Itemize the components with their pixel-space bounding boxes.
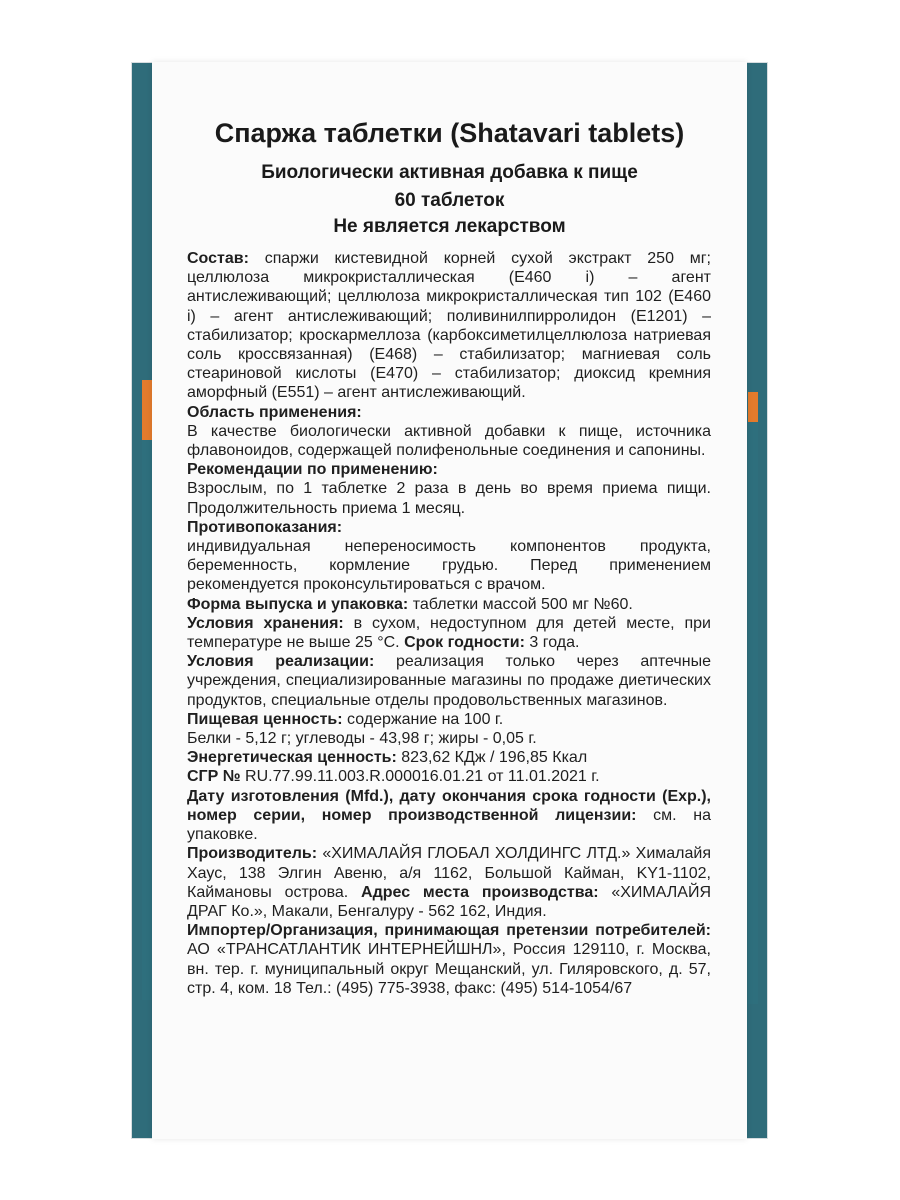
composition-label: Состав: (187, 250, 249, 267)
nutrition-text: содержание на 100 г. (347, 710, 504, 728)
composition-section (187, 249, 711, 403)
energy-section (187, 748, 711, 767)
manufacturer-section (187, 844, 711, 921)
sale-label: Условия реализации: (187, 653, 375, 671)
storage-label: Условия хранения: (187, 614, 344, 632)
box-edge-stripe-right (748, 392, 758, 422)
product-subtitle: Биологически активная добавка к пище (261, 162, 638, 183)
manufacturer-text: «ХИМАЛАЙЯ ГЛОБАЛ ХОЛДИНГС ЛТД.» Хималайя Хаус, 138 Элгин Авеню, а/я 1162, Большой Кайман, KY1-1102, Каймановы острова. (187, 845, 711, 901)
form-section (187, 595, 711, 614)
registration-label: СГР № (187, 768, 241, 786)
registration-section (187, 767, 711, 786)
energy-label: Энергетическая ценность: (187, 749, 397, 767)
contraindications-text: индивидуальная непереносимость компонентов продукта, беременность, кормление грудью. Перед применением рекомендуется проконсультироваться с врачом. (187, 538, 711, 594)
form-text: таблетки массой 500 мг №60. (412, 595, 633, 613)
sale-text: реализация только через аптечные учреждения, специализированные магазины по продаже диетических продуктов, специальные отделы продовольственных магазинов. (187, 653, 711, 709)
registration-text: RU.77.99.11.003.R.000016.01.21 от 11.01.2021 г. (245, 768, 600, 786)
importer-section (187, 921, 711, 998)
shelf-life-text: 3 года. (529, 634, 580, 652)
box-edge-panel-right (748, 422, 758, 1004)
shelf-life-label: Срок годности: (404, 634, 525, 652)
product-title: Спаржа таблетки (Shatavari tablets) (214, 118, 685, 148)
box-edge-panel-left (142, 440, 152, 1000)
importer-text: АО «ТРАНСАТЛАНТИК ИНТЕРНЕЙШНЛ», Россия 129110, г. Москва, вн. тер. г. муниципальный округ Мещанский, ул. Гиляровского, д. 57, стр. 4, ком. 18 Тел.: (495) 775-3938, факс: (495) 514-1054/67 (187, 941, 711, 997)
usage-area-label: Область применения: (187, 403, 362, 421)
nutrition-values: Белки - 5,12 г; углеводы - 43,98 г; жиры - 0,05 г. (187, 730, 537, 748)
manufacturer-label: Производитель: (187, 845, 318, 863)
recommendations-text: Взрослым, по 1 таблетке 2 раза в день во время приема пищи. Продолжительность приема 1 месяц. (187, 480, 711, 517)
storage-text: в сухом, недоступном для детей месте, при температуре не выше 25 °С. (187, 614, 711, 652)
production-site-label: Адрес места производства: (361, 883, 599, 901)
contraindications-label: Противопоказания: (187, 518, 343, 536)
not-medicine-notice: Не является лекарством (333, 216, 566, 237)
dates-text: см. на упаковке. (187, 806, 711, 844)
label-content (187, 249, 711, 998)
energy-text: 823,62 КДж / 196,85 Ккал (401, 749, 588, 767)
product-label (152, 62, 747, 1139)
storage-section (187, 614, 711, 652)
nutrition-section (187, 710, 711, 748)
composition-text: спаржи кистевидной корней сухой экстракт 250 мг; целлюлоза микрокристаллическая (Е460 i) – агент антислеживающий; целлюлоза микрокристаллическая тип 102 (Е460 i) – агент антислеживающий; поливинилпирролидон (Е1201) – стабилизатор; кроскармеллоза (карбоксиметилцеллюлоза натриевая соль кроссвязанная) (Е468) – стабилизатор; магниевая соль стеариновой кислоты (Е470) – стабилизатор; диоксид кремния аморфный (Е551) – агент антислеживающий. (187, 250, 711, 402)
production-site-text: «ХИМАЛАЙЯ ДРАГ Ко.», Макали, Бенгалуру - 562 162, Индия. (187, 883, 711, 920)
dates-section (187, 787, 711, 845)
usage-area-section (187, 403, 711, 461)
tablet-count: 60 таблеток (394, 190, 505, 211)
usage-area-text: В качестве биологически активной добавки к пище, источника флавоноидов, содержащей полифенольные соединения и сапонины. (187, 422, 711, 460)
importer-label: Импортер/Организация, принимающая претензии потребителей: (187, 922, 711, 940)
recommendations-label: Рекомендации по применению: (187, 461, 438, 479)
nutrition-label: Пищевая ценность: (187, 710, 343, 728)
box-edge-stripe-left (142, 380, 152, 440)
sale-section (187, 652, 711, 710)
recommendations-section (187, 460, 711, 518)
form-label: Форма выпуска и упаковка: (187, 595, 409, 613)
contraindications-section (187, 518, 711, 595)
dates-label: Дату изготовления (Mfd.), дату окончания срока годности (Exp.), номер серии, номер производственной лицензии: (187, 787, 711, 824)
